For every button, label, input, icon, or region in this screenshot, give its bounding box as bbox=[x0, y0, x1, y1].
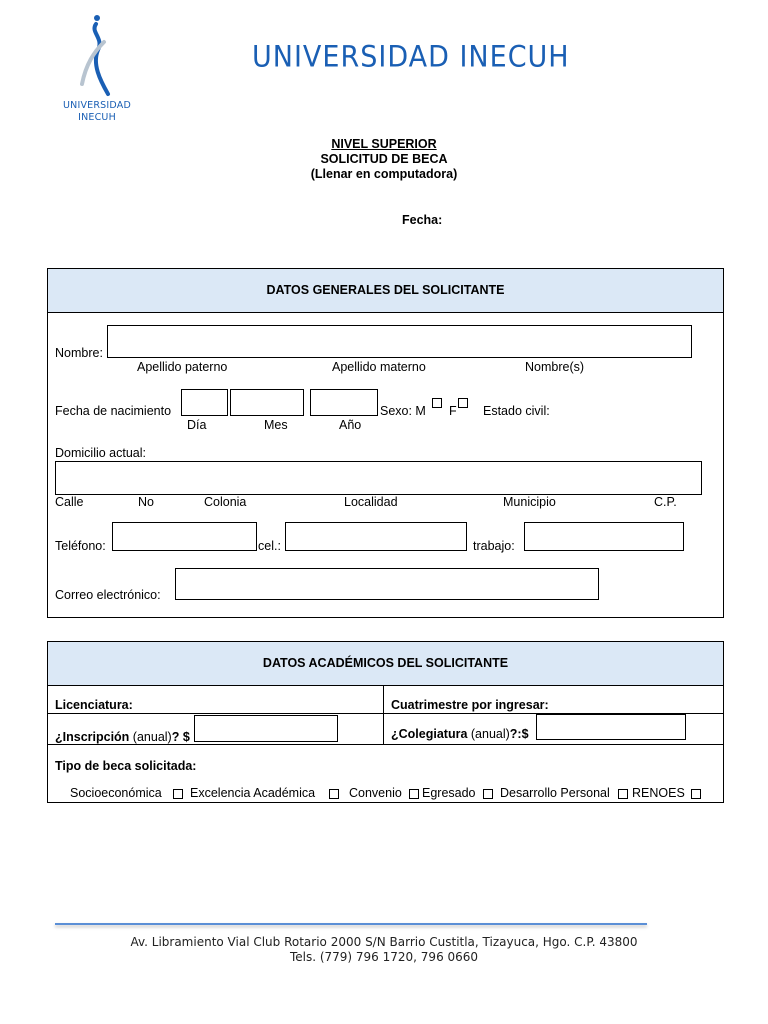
mes-label: Mes bbox=[264, 418, 288, 432]
trabajo-input[interactable] bbox=[524, 522, 684, 551]
correo-input[interactable] bbox=[175, 568, 599, 600]
logo bbox=[60, 12, 140, 127]
option-socioeconomica-label: Socioeconómica bbox=[70, 786, 162, 800]
localidad-label: Localidad bbox=[344, 495, 398, 509]
option-socioeconomica-checkbox[interactable] bbox=[173, 789, 183, 799]
logo-line-1: UNIVERSIDAD bbox=[63, 100, 131, 111]
cel-label: cel.: bbox=[258, 539, 281, 553]
option-renoes-label: RENOES bbox=[632, 786, 685, 800]
option-renoes-checkbox[interactable] bbox=[691, 789, 701, 799]
no-label: No bbox=[138, 495, 154, 509]
estado-civil-label: Estado civil: bbox=[483, 404, 550, 418]
calle-label: Calle bbox=[55, 495, 84, 509]
sexo-f-checkbox[interactable] bbox=[458, 398, 468, 408]
correo-label: Correo electrónico: bbox=[55, 588, 161, 602]
sexo-m-checkbox[interactable] bbox=[432, 398, 442, 408]
municipio-label: Municipio bbox=[503, 495, 556, 509]
colegiatura-input[interactable] bbox=[536, 714, 686, 740]
licenciatura-label: Licenciatura: bbox=[55, 698, 133, 712]
option-egresado-label: Egresado bbox=[422, 786, 476, 800]
academic-col-divider bbox=[383, 685, 384, 744]
nombre-input[interactable] bbox=[107, 325, 692, 358]
apellido-paterno-label: Apellido paterno bbox=[137, 360, 228, 374]
telefono-label: Teléfono: bbox=[55, 539, 106, 553]
option-desarrollo-label: Desarrollo Personal bbox=[500, 786, 610, 800]
apellido-materno-label: Apellido materno bbox=[332, 360, 426, 374]
level-heading: NIVEL SUPERIOR bbox=[331, 137, 437, 151]
mes-input[interactable] bbox=[230, 389, 304, 416]
option-egresado-checkbox[interactable] bbox=[483, 789, 493, 799]
anio-input[interactable] bbox=[310, 389, 378, 416]
nombres-label: Nombre(s) bbox=[525, 360, 585, 374]
nombre-label: Nombre: bbox=[55, 346, 103, 360]
academic-section-title: DATOS ACADÉMICOS DEL SOLICITANTE bbox=[48, 642, 723, 686]
fecha-label: Fecha: bbox=[402, 213, 443, 227]
general-section bbox=[47, 268, 724, 618]
colonia-label: Colonia bbox=[204, 495, 247, 509]
inscripcion-label: ¿Inscripción (anual)? $ bbox=[55, 730, 190, 744]
footer-divider bbox=[55, 923, 647, 925]
cp-label: C.P. bbox=[654, 495, 677, 509]
footer-address: Av. Libramiento Vial Club Rotario 2000 S/N Barrio Custitla, Tizayuca, Hgo. C.P. 43800 bbox=[130, 935, 638, 949]
tipo-beca-label: Tipo de beca solicitada: bbox=[55, 759, 197, 773]
colegiatura-label: ¿Colegiatura (anual)?:$ bbox=[391, 727, 529, 741]
dia-input[interactable] bbox=[181, 389, 228, 416]
form-note: (Llenar en computadora) bbox=[310, 167, 458, 181]
domicilio-input[interactable] bbox=[55, 461, 702, 495]
logo-line-2: INECUH bbox=[78, 112, 116, 123]
option-convenio-checkbox[interactable] bbox=[409, 789, 419, 799]
anio-label: Año bbox=[339, 418, 362, 432]
nacimiento-label: Fecha de nacimiento bbox=[55, 404, 172, 418]
inscripcion-input[interactable] bbox=[194, 715, 338, 742]
option-convenio-label: Convenio bbox=[349, 786, 402, 800]
option-excelencia-label: Excelencia Académica bbox=[190, 786, 316, 800]
domicilio-label: Domicilio actual: bbox=[55, 446, 147, 460]
cel-input[interactable] bbox=[285, 522, 467, 551]
sexo-label: Sexo: M bbox=[380, 404, 426, 418]
option-excelencia-checkbox[interactable] bbox=[329, 789, 339, 799]
dia-label: Día bbox=[187, 418, 207, 432]
sexo-f-label: F bbox=[449, 404, 457, 418]
telefono-input[interactable] bbox=[112, 522, 257, 551]
academic-row-divider-2 bbox=[47, 744, 724, 745]
cuatrimestre-label: Cuatrimestre por ingresar: bbox=[391, 698, 549, 712]
footer-phones: Tels. (779) 796 1720, 796 0660 bbox=[289, 950, 479, 964]
logo-emblem-icon bbox=[60, 12, 140, 100]
form-title: SOLICITUD DE BECA bbox=[320, 152, 448, 166]
general-section-title: DATOS GENERALES DEL SOLICITANTE bbox=[48, 269, 723, 313]
option-desarrollo-checkbox[interactable] bbox=[618, 789, 628, 799]
brand-title: UNIVERSIDAD INECUH bbox=[252, 40, 570, 75]
trabajo-label: trabajo: bbox=[473, 539, 515, 553]
